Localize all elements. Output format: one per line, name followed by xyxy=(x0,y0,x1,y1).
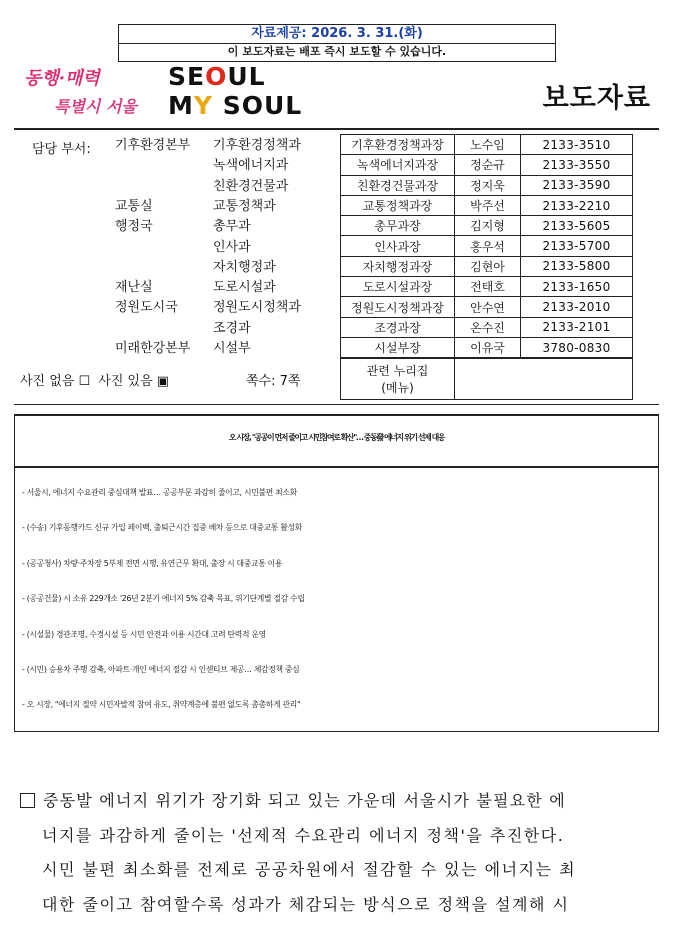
summary-bullet: - (수송) 기후동행카드 신규 가입 페이백, 출퇴근시간 집중 배차 등으로 대중교통 활성화 xyxy=(22,523,303,533)
summary-bullet: - 서울시, 에너지 수요관리 중심대책 발표… 공공부문 과감히 줄이고, 시민불편 최소화 xyxy=(22,488,297,497)
slogan-logo xyxy=(24,64,149,120)
related-link-value[interactable] xyxy=(455,359,633,400)
department-org: 행정국 xyxy=(115,219,153,235)
contact-phone: 2133-2101 xyxy=(521,317,633,337)
seoul-logo-top-c: UL xyxy=(227,62,266,91)
seoul-logo-top xyxy=(168,62,266,91)
seoul-logo-bottom-a: M xyxy=(168,91,194,120)
department-team: 도로시설과 xyxy=(213,280,276,296)
contact-name: 정지욱 xyxy=(455,175,521,195)
department-team: 교통정책과 xyxy=(213,198,276,214)
contact-phone: 2133-5800 xyxy=(521,256,633,276)
seoul-logo-bottom xyxy=(168,91,303,120)
contact-name: 김현아 xyxy=(455,256,521,276)
department-org: 정원도시국 xyxy=(115,300,178,316)
contact-table xyxy=(340,134,633,358)
contact-title: 교통정책과장 xyxy=(341,195,455,215)
contact-phone: 2133-3590 xyxy=(521,175,633,195)
contact-row xyxy=(341,195,633,215)
body-line-4: 대한 줄이고 참여할수록 성과가 체감되는 방식으로 정책을 설계해 시 xyxy=(42,894,570,914)
seoul-logo-top-heart: O xyxy=(205,62,228,91)
summary-bullet: - (시민) 승용차 주행 감축, 아파트·개인 에너지 절감 시 인센티브 제공… 체감정책 중심 xyxy=(22,664,300,674)
contact-row xyxy=(341,256,633,276)
contact-title: 조경과장 xyxy=(341,317,455,337)
contact-row xyxy=(341,317,633,337)
contact-phone: 2133-5700 xyxy=(521,236,633,256)
contact-title: 기후환경정책과장 xyxy=(341,135,455,155)
department-team: 친환경건물과 xyxy=(213,178,289,194)
summary-bullet: - 오 시장, "에너지 절약 시민자발적 참여 유도, 취약계층에 불편 없도록 촘촘하게 관리" xyxy=(22,700,301,710)
department-team: 녹색에너지과 xyxy=(213,158,289,174)
paragraph-box-icon xyxy=(20,793,35,808)
slogan-line-2: 특별시 서울 xyxy=(54,97,137,116)
body-line-1 xyxy=(20,786,662,821)
department-label: 담당 부서: xyxy=(32,142,91,157)
related-link-label xyxy=(341,359,455,400)
embargo-note: 이 보도자료는 배포 즉시 보도할 수 있습니다. xyxy=(227,45,447,58)
contact-name: 전태호 xyxy=(455,277,521,297)
press-release-title: 보도자료 xyxy=(542,83,651,114)
contact-row xyxy=(341,337,633,357)
related-link-label-line1: 관련 누리집 xyxy=(366,364,429,378)
department-team: 조경과 xyxy=(213,320,251,336)
contact-row xyxy=(341,297,633,317)
department-team: 총무과 xyxy=(213,219,251,235)
contact-row xyxy=(341,155,633,175)
contact-phone: 2133-3550 xyxy=(521,155,633,175)
contact-phone: 2133-1650 xyxy=(521,277,633,297)
headline: 오 시장, "공공이 먼저 줄이고 시민참여로 확산"… 중동發 에너지 위기 선제 대응 xyxy=(228,433,445,442)
contact-name: 홍우석 xyxy=(455,236,521,256)
contact-name: 이유국 xyxy=(455,337,521,357)
photo-yes-checkbox: 사진 있음 ▣ xyxy=(98,374,170,389)
contact-name: 안수연 xyxy=(455,297,521,317)
contact-name: 온수진 xyxy=(455,317,521,337)
contact-phone: 2133-3510 xyxy=(521,135,633,155)
headline-divider xyxy=(14,466,659,468)
contact-title: 총무과장 xyxy=(341,216,455,236)
photo-info xyxy=(20,370,173,389)
slogan-line-1: 동행·매력 xyxy=(24,68,100,89)
contact-row xyxy=(341,175,633,195)
body-line-3: 시민 불편 최소화를 전제로 공공차원에서 절감할 수 있는 에너지는 최 xyxy=(42,860,577,879)
contact-name: 박주선 xyxy=(455,195,521,215)
related-link-label-line2: (메뉴) xyxy=(381,381,414,395)
contact-title: 자치행정과장 xyxy=(341,256,455,276)
body-line-2: 너지를 과감하게 줄이는 '선제적 수요관리 에너지 정책'을 추진한다. xyxy=(42,825,565,845)
header-divider xyxy=(14,128,659,130)
department-org: 기후환경본부 xyxy=(115,138,191,153)
contact-title: 도로시설과장 xyxy=(341,277,455,297)
summary-bullet: - (공공청사) 차량·주차장 5부제 전면 시행, 유연근무 확대, 출장 시 대중교통 이용 xyxy=(22,558,283,568)
seoul-logo-top-a: SE xyxy=(168,62,206,91)
contact-title: 인사과장 xyxy=(341,236,455,256)
contact-row xyxy=(341,216,633,236)
release-info-box xyxy=(118,24,556,62)
contact-row xyxy=(341,135,633,155)
department-team: 기후환경정책과 xyxy=(213,138,301,153)
seoul-logo-bottom-c: SOUL xyxy=(213,91,303,120)
summary-bullet: - (공공건물) 시 소유 229개소 '26년 2분기 에너지 5% 감축 목표, 위기단계별 절감 수립 xyxy=(22,594,305,604)
photo-none-checkbox: 사진 없음 ☐ xyxy=(20,374,91,389)
contact-title: 시설부장 xyxy=(341,337,455,357)
contact-name: 김지형 xyxy=(455,216,521,236)
body-text xyxy=(20,786,662,924)
department-org: 미래한강본부 xyxy=(115,341,191,356)
release-date: 자료제공: 2026. 3. 31.(화) xyxy=(119,25,555,44)
contact-name: 정순규 xyxy=(455,155,521,175)
contact-phone: 2133-2010 xyxy=(521,297,633,317)
contact-row xyxy=(341,277,633,297)
page-count: 쪽수: 7쪽 xyxy=(246,374,301,389)
seoul-logo-bottom-excl: Y xyxy=(193,91,213,120)
department-org: 교통실 xyxy=(115,198,153,214)
department-team: 정원도시정책과 xyxy=(213,300,301,316)
contact-phone: 2133-5605 xyxy=(521,216,633,236)
contact-title: 녹색에너지과장 xyxy=(341,155,455,175)
contact-title: 정원도시정책과장 xyxy=(341,297,455,317)
department-team: 시설부 xyxy=(213,341,251,356)
department-org: 재난실 xyxy=(115,280,153,296)
contact-title: 친환경건물과장 xyxy=(341,175,455,195)
seoul-my-soul-logo xyxy=(168,62,303,122)
related-link-table xyxy=(340,358,633,400)
department-team: 자치행정과 xyxy=(213,259,276,275)
contact-row xyxy=(341,236,633,256)
department-team: 인사과 xyxy=(213,239,251,255)
contact-name: 노수임 xyxy=(455,135,521,155)
body-line-1-text: 중동발 에너지 위기가 장기화 되고 있는 가운데 서울시가 불필요한 에 xyxy=(43,791,566,810)
contact-phone: 2133-2210 xyxy=(521,195,633,215)
contact-phone: 3780-0830 xyxy=(521,337,633,357)
info-divider xyxy=(14,404,659,405)
summary-bullets xyxy=(22,478,662,726)
summary-bullet: - (시설물) 경관조명, 수경시설 등 시민 안전과 이용 시간대 고려 탄력적 운영 xyxy=(22,629,266,639)
